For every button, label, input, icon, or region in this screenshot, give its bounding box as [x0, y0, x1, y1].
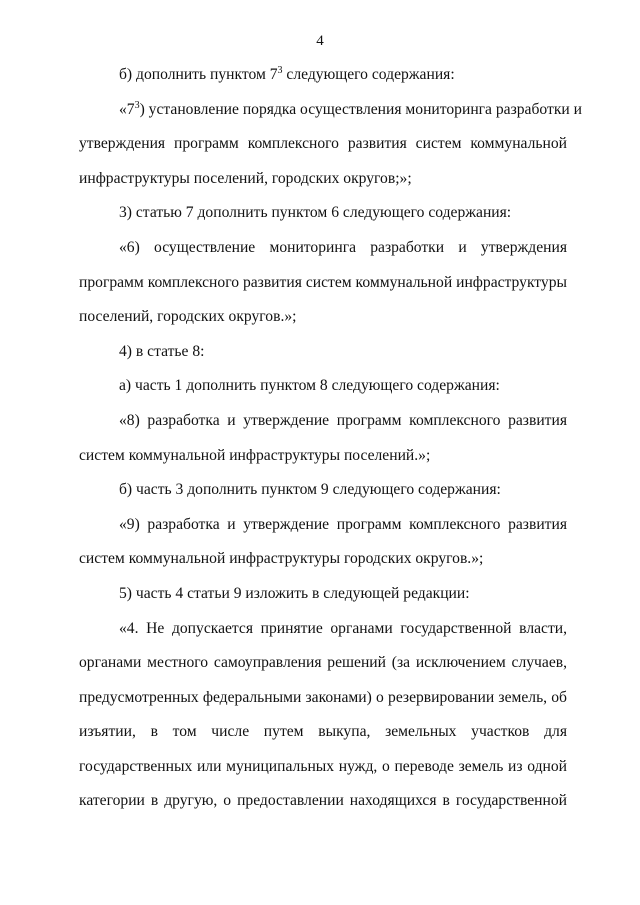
- document-body: [79, 58, 582, 819]
- line-text: ) установление порядка осуществления мониторинга разработки и: [139, 100, 582, 118]
- paragraph-line: «6) осуществление мониторинга разработки и утверждения: [119, 238, 567, 256]
- paragraph-line: 5) часть 4 статьи 9 изложить в следующей редакции:: [119, 584, 470, 602]
- paragraph-line: а) часть 1 дополнить пунктом 8 следующего содержания:: [119, 377, 500, 395]
- paragraph-line: предусмотренных федеральными законами) о резервировании земель, об: [79, 688, 567, 706]
- superscript: 3: [134, 99, 140, 111]
- paragraph-line: государственных или муниципальных нужд, о переводе земель из одной: [79, 757, 567, 775]
- paragraph-line: инфраструктуры поселений, городских округов;»;: [79, 169, 412, 187]
- paragraph-line: [79, 58, 567, 93]
- paragraph-line: систем коммунальной инфраструктуры городских округов.»;: [79, 550, 484, 568]
- paragraph-line: программ комплексного развития систем коммунальной инфраструктуры: [79, 273, 567, 291]
- line-text: б) дополнить пунктом 7: [119, 66, 278, 83]
- paragraph-line: б) часть 3 дополнить пунктом 9 следующего содержания:: [119, 481, 501, 499]
- paragraph-line: систем коммунальной инфраструктуры поселений.»;: [79, 446, 431, 464]
- paragraph-line: «9) разработка и утверждение программ комплексного развития: [119, 515, 567, 533]
- superscript: 3: [277, 65, 283, 76]
- line-text: «7: [119, 100, 135, 118]
- paragraph-line: «4. Не допускается принятие органами государственной власти,: [119, 619, 567, 637]
- paragraph-line: категории в другую, о предоставлении находящихся в государственной: [79, 792, 567, 810]
- paragraph-line: утверждения программ комплексного развития систем коммунальной: [79, 135, 567, 153]
- paragraph-line: 4) в статье 8:: [119, 342, 205, 360]
- paragraph-line: [79, 93, 582, 128]
- paragraph-line: изъятии, в том числе путем выкупа, земельных участков для: [79, 723, 567, 741]
- line-text: следующего содержания:: [282, 66, 455, 83]
- page-number: 4: [316, 33, 324, 49]
- paragraph-line: поселений, городских округов.»;: [79, 308, 297, 326]
- paragraph-line: 3) статью 7 дополнить пунктом 6 следующего содержания:: [119, 204, 512, 222]
- paragraph-line: «8) разработка и утверждение программ комплексного развития: [119, 411, 567, 429]
- paragraph-line: органами местного самоуправления решений (за исключением случаев,: [79, 654, 567, 672]
